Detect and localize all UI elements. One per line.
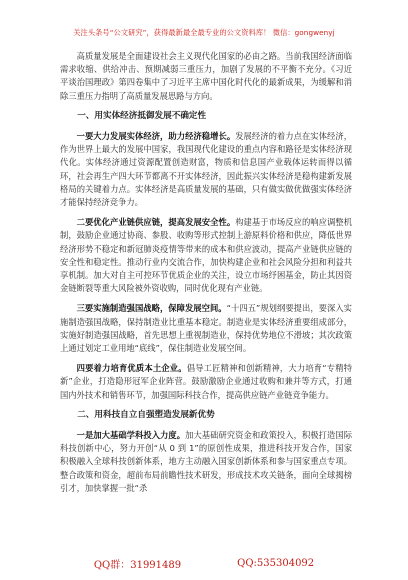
paragraph-body: 发展经济的着力点在实体经济，作为世界上最大的发展中国家，我国现代化建设的重点内容和路径是实体经济现代化。实体经济通过资源配置创造财富，物质和信息国产业载体运转而得以循环，社会再生产四大环节都离不开实体经济，因此振兴实体经济是稳构建新发展格局的关键着力点。实体经济是高质量发展的基础，只有做实做优做强实体经济才能保持经济竞争力。: [60, 131, 352, 208]
section-title: 二、用科技自立自强塑造发展新优势: [77, 409, 215, 420]
document-body: [60, 50, 352, 495]
paragraph-body: “十四五”规划纲要提出，要深入实施制造强国战略，保持制造业比重基本稳定。制造业是实体经济重要组成部分，实施好制造强国战略，首先思想上重视制造业，保持优势地位不滑坡；其次政策上通过划定工业用地“底线”，保住制造业发展空间。: [60, 303, 352, 354]
paragraph-body: 加大基础研究资金和政策投入，积极打造国际科技创新中心，努力开创“从 0 到 1”的原创性成果，推进科技开发合作，国家积极融入全球科技创新体系，地方主动融入国家创新体系和参与国家重点专项。整合政策和资金，超前布局前瞻性技术研发，形成技术攻关链条，面向全球揭榜引才，加快掌握一批“杀: [60, 430, 352, 493]
paragraph-lead: 一是加大基础学科投入力度。: [76, 430, 186, 441]
paragraph-lead: 二要优化产业链供应链，提高发展安全性。: [76, 217, 236, 228]
footer-bar: [0, 546, 408, 580]
section-title: 一、用实体经济抵御发展不确定性: [77, 110, 207, 121]
paragraph-lead: 四要着力培育优质本土企业。: [76, 363, 187, 374]
paragraph-lead: 一要大力发展实体经济，助力经济稳增长。: [76, 131, 236, 142]
paragraph-body: 倡导工匠精神和创新精神，大力培育“专精特新”企业，打造隐形冠军企业阵营。鼓励激励企业通过收购和兼并等方式，打通国内外技术和销售环节，加强国际科技合作，提高供应链产业链竞争能力。: [60, 363, 352, 400]
paragraph: [60, 130, 352, 209]
paragraph-lead: 三要实施制造强国战略，保障发展空间。: [76, 303, 227, 314]
paragraph-body: 构建基于市场反应的响应调整机制，鼓励企业通过协商、参股、收购等形式控制上游原料价格和供应，降低世界经济形势不稳定和新冠肺炎疫情等带来的成本和供应波动，提高产业链供应链的安全性和稳定性。推动行业内交流合作，加快构建企业和社会风险分担和利益共享机制。加大对自主可控环节优质企业的关注，设立市场纾困基金，防止其因资金链断裂等重大风险被外资收购，同时优化现有产业链。: [60, 217, 352, 294]
paragraph: [60, 362, 352, 402]
paragraph: [60, 429, 352, 495]
intro-paragraph: 高质量发展是全面建设社会主义现代化国家的必由之路。当前我国经济面临需求收缩、供给冲击、预期减弱三重压力，加剧了发展的不平衡不充分。《习近平谈治国理政》第四卷集中了习近平主席中国化时代化的最新成果，为缓解和消除三重压力指明了高质量发展思路与方向。: [60, 51, 352, 101]
qq-group-text: QQ群：31991489: [93, 559, 182, 571]
header-banner: [0, 0, 408, 46]
paragraph: [60, 216, 352, 295]
promo-text: 关注头条号“公文研究”，获得最新最全最专业的公文资料库！ 微信：gongwenyj: [73, 28, 335, 37]
qq-text: QQ:535304092: [237, 557, 315, 569]
paragraph: [60, 302, 352, 355]
